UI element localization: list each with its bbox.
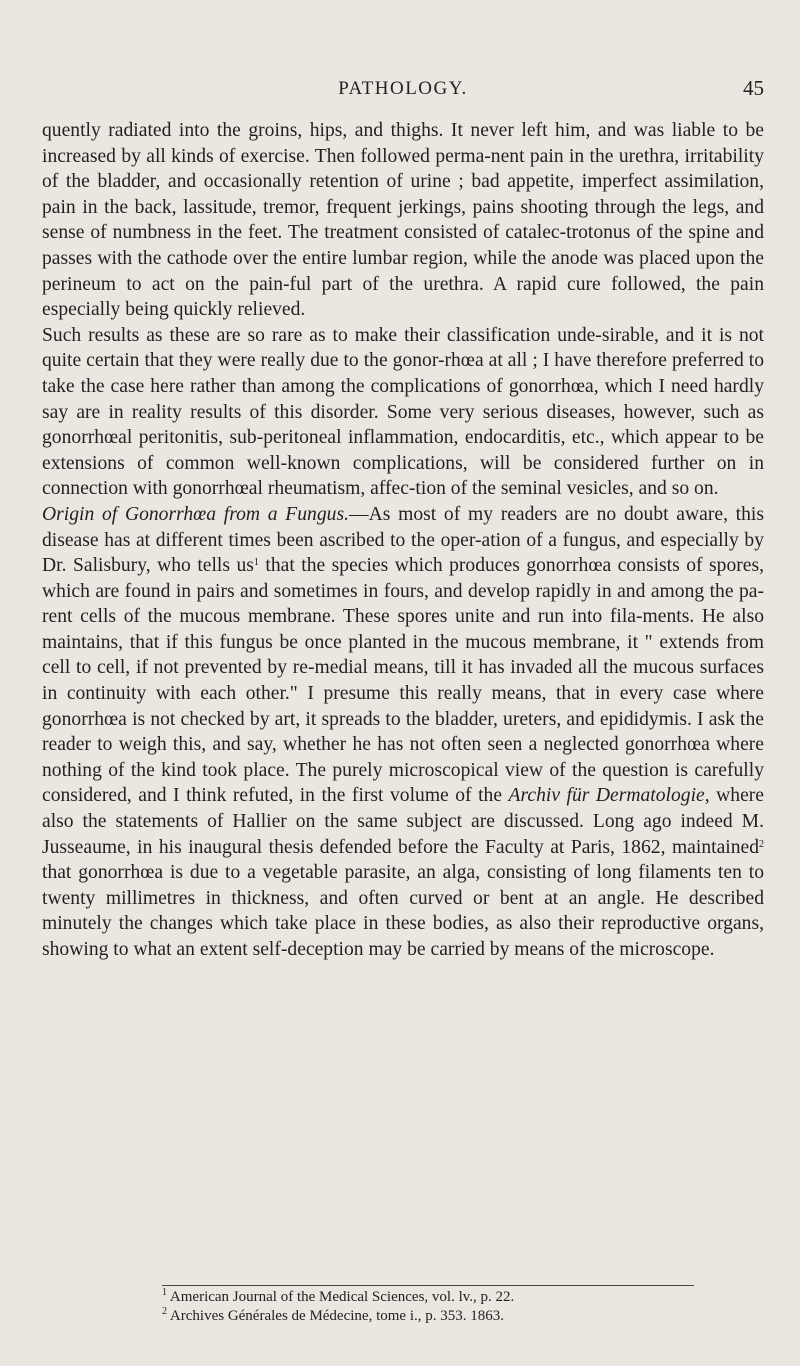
footnote-text: American Journal of the Medical Sciences, vol. lv., p. 22.	[167, 1289, 515, 1305]
footnote	[162, 1288, 722, 1307]
paragraph-fungus-origin	[42, 502, 764, 963]
body-text	[42, 118, 764, 963]
paragraph-text: —As most of my readers are no doubt aware, this disease has at different times been ascribed to the oper-ation of a fungus, and especially by Dr. Salisbury, who tells us	[42, 503, 764, 577]
page-number: 45	[743, 76, 764, 100]
paragraph-classification: Such results as these are so rare as to make their classification unde-sirable, and it is not quite certain that they were really due to the gonor-rhœa at all ; I have therefore preferred to take the case here rather than among the complications of gonorrhœa, which I need hardly say are in reality results of this disorder. Some very serious diseases, however, such as gonorrhœal peritonitis, sub-peritoneal inflammation, endocarditis, etc., which appear to be extensions of common well-known complications, will be considered further on in connection with gonorrhœal rheumatism, affec-tion of the seminal vesicles, and so on.	[42, 324, 764, 500]
footnote-reference: 2	[759, 838, 764, 850]
section-heading: Origin of Gonorrhœa from a Fungus.	[42, 503, 349, 525]
footnote-reference: 1	[253, 557, 259, 569]
footnote-mark: 1	[162, 1287, 167, 1298]
paragraph-text: that the species which produces gonorrhœa consists of spores, which are found in pairs and sometimes in fours, and develop rapidly in and among the pa-rent cells of the mucous membrane. These spores unite and run into fila-ments. He also maintains, that if this fungus be once planted in the mucous membrane, it " extends from cell to cell, if not prevented by re-medial means, till it has invaded all the mucous surfaces in continuity with each other." I presume this really means, that in every case where gonorrhœa is not checked by art, it spreads to the bladder, ureters, and epididymis. I ask the reader to weigh this, and say, whether he has not often seen a neglected gonorrhœa where nothing of the kind took place. The purely microscopical view of the question is carefully considered, and I think refuted, in the first volume of the	[42, 555, 764, 807]
paragraph-text: that gonorrhœa is due to a vegetable parasite, an alga, consisting of long filaments ten to twenty millimetres in thickness, and often curved or bent at an angle. He described minutely the changes which take place in these bodies, as also their reproductive organs, showing to what an extent self-deception may be carried by means of the microscope.	[42, 862, 764, 960]
footnote	[162, 1307, 722, 1326]
paragraph-continuation: quently radiated into the groins, hips, and thighs. It never left him, and was liable to be increased by all kinds of exercise. Then followed perma-nent pain in the urethra, irritability of the bladder, and occasionally retention of urine ; bad appetite, imperfect assimilation, pain in the back, lassitude, tremor, frequent jerkings, pains shooting through the legs, and sense of numbness in the feet. The treatment consisted of catalec-trotonus of the spine and passes with the cathode over the entire lumbar region, while the anode was placed upon the perineum to act on the pain-ful part of the urethra. A rapid cure followed, the pain especially being quickly relieved.	[42, 120, 764, 321]
footnote-text: Archives Générales de Médecine, tome i., p. 353. 1863.	[167, 1308, 504, 1324]
paragraph-text: where also the statements of Hallier on the same subject are discussed. Long ago indeed M. Jusseaume, in his inaugural thesis defended before the Faculty at Paris, 1862, maintained	[42, 785, 764, 858]
footnotes	[162, 1288, 722, 1326]
running-head	[42, 76, 764, 106]
footnote-rule	[162, 1285, 694, 1286]
footnote-mark: 2	[162, 1306, 167, 1317]
journal-title: Archiv für Dermatologie,	[508, 785, 710, 807]
running-title: PATHOLOGY.	[338, 78, 468, 99]
